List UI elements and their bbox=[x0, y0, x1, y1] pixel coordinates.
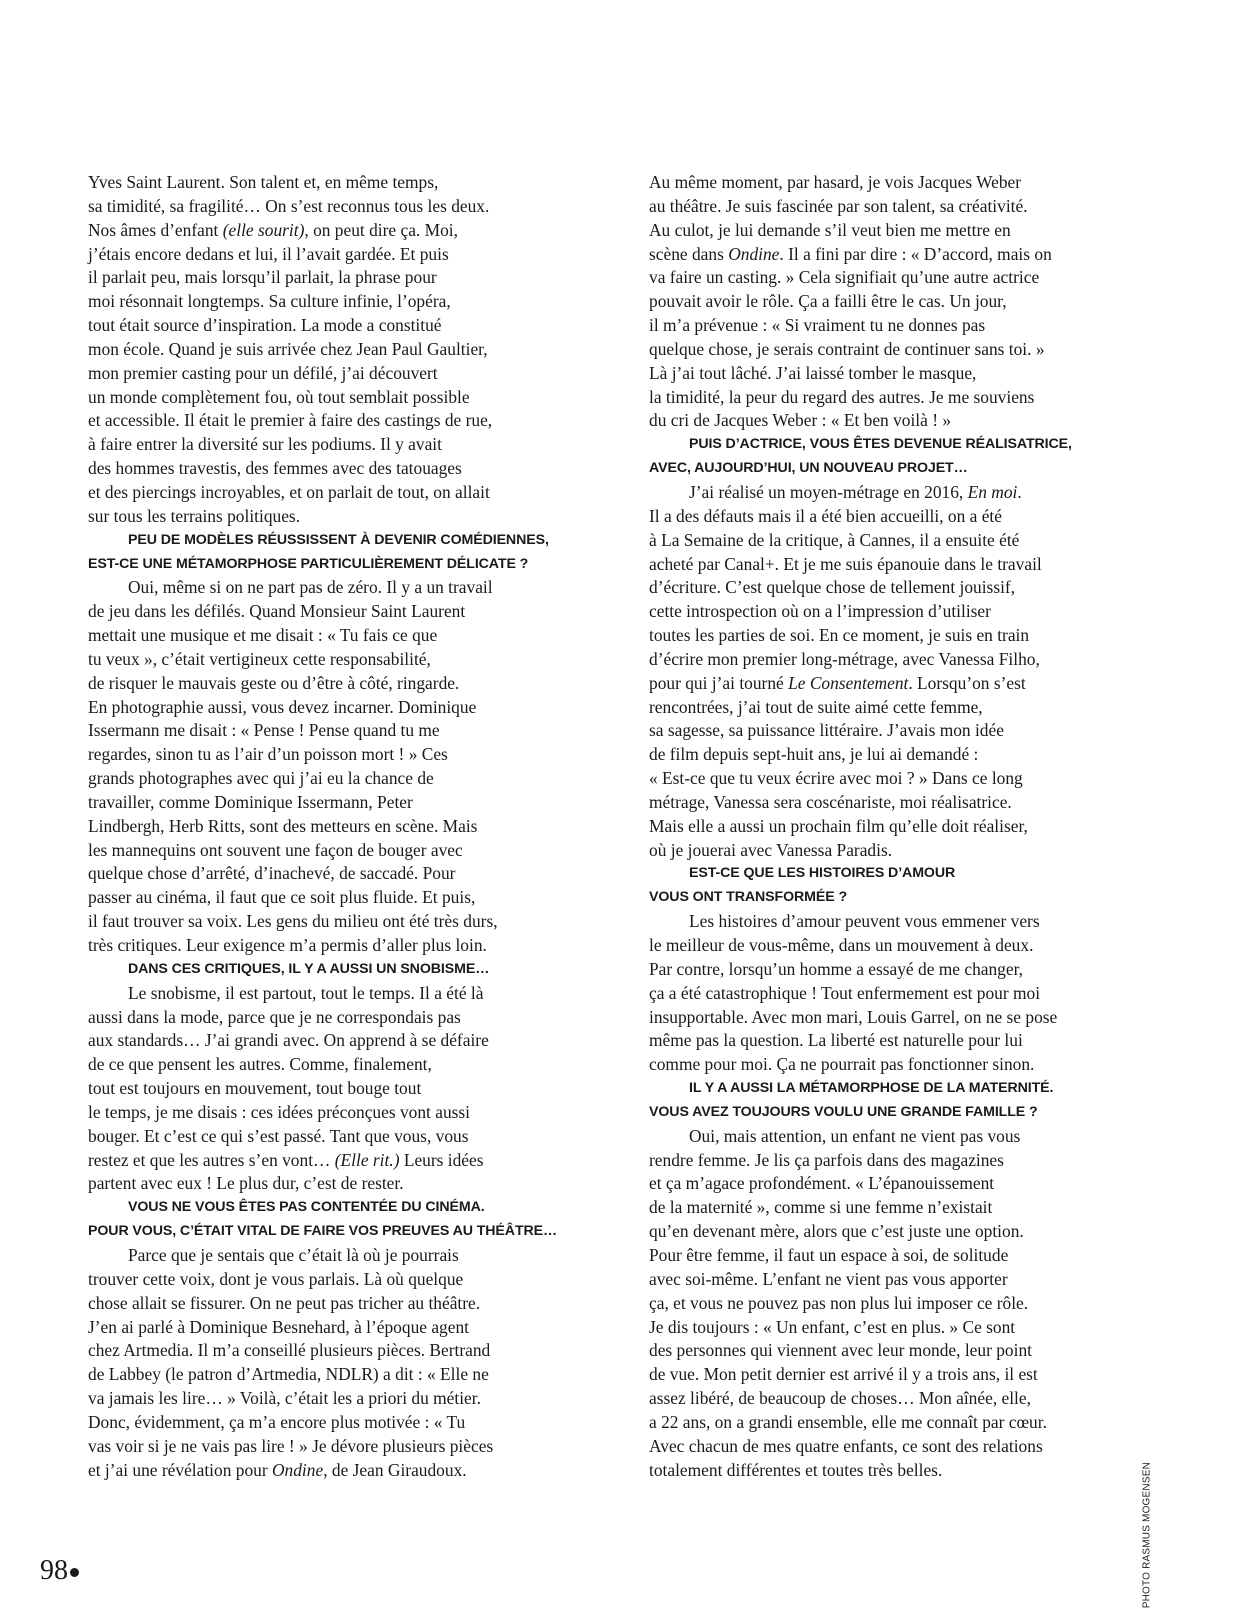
bullet-icon bbox=[70, 1568, 79, 1577]
text-segment: . bbox=[1017, 481, 1022, 502]
text-segment: travailler, comme Dominique Issermann, Peter bbox=[88, 791, 413, 812]
text-segment: va jamais les lire… » Voilà, c’était les a priori du métier. bbox=[88, 1388, 481, 1409]
article-text-line bbox=[649, 266, 1131, 290]
article-text-line bbox=[649, 1029, 1131, 1053]
article-text-line bbox=[88, 219, 570, 243]
article-text-line bbox=[649, 314, 1131, 338]
interview-question-line bbox=[649, 1101, 1131, 1125]
text-segment: Par contre, lorsqu’un homme a essayé de me changer, bbox=[649, 958, 1024, 979]
article-text-line bbox=[88, 982, 570, 1006]
text-segment: AVEC, AUJOURD’HUI, UN NOUVEAU PROJET… bbox=[649, 460, 968, 477]
text-segment: d’écriture. C’est quelque chose de tellement jouissif, bbox=[649, 577, 1016, 598]
text-segment: à faire entrer la diversité sur les podiums. Il y avait bbox=[88, 434, 442, 455]
text-segment: même pas la question. La liberté est naturelle pour lui bbox=[649, 1030, 1023, 1051]
text-segment: à La Semaine de la critique, à Cannes, il a ensuite été bbox=[649, 529, 1020, 550]
text-segment: chez Artmedia. Il m’a conseillé plusieurs pièces. Bertrand bbox=[88, 1340, 491, 1361]
article-text-line bbox=[88, 910, 570, 934]
text-segment: bouger. Et c’est ce qui s’est passé. Tant que vous, vous bbox=[88, 1125, 469, 1146]
article-text-line bbox=[88, 195, 570, 219]
article-text-line bbox=[88, 433, 570, 457]
article-text-line bbox=[649, 195, 1131, 219]
article-text-line bbox=[88, 886, 570, 910]
article-text-line bbox=[88, 600, 570, 624]
interview-question-line bbox=[88, 1220, 570, 1244]
interview-question-line bbox=[649, 886, 1131, 910]
text-segment: qu’en devenant mère, alors que c’est juste une option. bbox=[649, 1221, 1024, 1242]
text-segment: quelque chose, je serais contraint de continuer sans toi. » bbox=[649, 338, 1045, 359]
text-segment: insupportable. Avec mon mari, Louis Garrel, on ne se pose bbox=[649, 1006, 1058, 1027]
text-segment: VOUS ONT TRANSFORMÉE ? bbox=[649, 889, 848, 906]
text-segment: aux standards… J’ai grandi avec. On apprend à se défaire bbox=[88, 1030, 489, 1051]
article-text-line bbox=[88, 719, 570, 743]
italic-text: En moi bbox=[967, 481, 1018, 502]
article-text-line bbox=[649, 481, 1131, 505]
page-number bbox=[40, 1556, 79, 1586]
article-text-line bbox=[649, 338, 1131, 362]
text-segment: de la maternité », comme si une femme n’existait bbox=[649, 1197, 993, 1218]
article-text-line bbox=[88, 1006, 570, 1030]
article-text-line bbox=[88, 290, 570, 314]
article-text-line bbox=[649, 505, 1131, 529]
text-segment: Avec chacun de mes quatre enfants, ce sont des relations bbox=[649, 1435, 1043, 1456]
text-segment: sa sagesse, sa puissance littéraire. J’avais mon idée bbox=[649, 720, 1004, 741]
article-text-line bbox=[649, 1268, 1131, 1292]
text-segment: acheté par Canal+. Et je me suis épanouie dans le travail bbox=[649, 553, 1042, 574]
article-text-line bbox=[88, 1029, 570, 1053]
text-segment: Il a des défauts mais il a été bien accueilli, on a été bbox=[649, 505, 1002, 526]
text-segment: d’écrire mon premier long-métrage, avec Vanessa Filho, bbox=[649, 648, 1040, 669]
text-segment: cette introspection où on a l’impression d’utiliser bbox=[649, 601, 991, 622]
text-segment: de vue. Mon petit dernier est arrivé il y a trois ans, il est bbox=[649, 1364, 1038, 1385]
article-text-line bbox=[649, 839, 1131, 863]
article-text-line bbox=[88, 934, 570, 958]
article-text-line bbox=[88, 457, 570, 481]
interview-question-line bbox=[88, 529, 570, 553]
text-segment: de jeu dans les défilés. Quand Monsieur Saint Laurent bbox=[88, 601, 466, 622]
article-text-line bbox=[88, 1149, 570, 1173]
text-segment: Je dis toujours : « Un enfant, c’est en plus. » Ce sont bbox=[649, 1316, 1016, 1337]
italic-text: Ondine bbox=[271, 1459, 324, 1480]
article-text-line bbox=[649, 1172, 1131, 1196]
text-segment: PUIS D’ACTRICE, VOUS ÊTES DEVENUE RÉALISATRICE, bbox=[689, 436, 1072, 453]
text-segment: et accessible. Il était le premier à faire des castings de rue, bbox=[88, 410, 493, 431]
text-segment: comme pour moi. Ça ne pourrait pas fonctionner sinon. bbox=[649, 1054, 1035, 1075]
text-segment: moi résonnait longtemps. Sa culture infinie, l’opéra, bbox=[88, 291, 451, 312]
article-text-line bbox=[88, 1387, 570, 1411]
article-text-line bbox=[88, 1077, 570, 1101]
text-segment: VOUS NE VOUS ÊTES PAS CONTENTÉE DU CINÉMA. bbox=[128, 1199, 485, 1216]
article-text-line bbox=[88, 1125, 570, 1149]
text-segment: assez libéré, de beaucoup de choses… Mon aînée, elle, bbox=[649, 1388, 1031, 1409]
text-segment: rendre femme. Je lis ça parfois dans des magazines bbox=[649, 1149, 1004, 1170]
text-segment: des personnes qui viennent avec leur monde, leur point bbox=[649, 1340, 1032, 1361]
text-segment: Oui, mais attention, un enfant ne vient pas vous bbox=[689, 1125, 1021, 1146]
article-text-line bbox=[649, 290, 1131, 314]
article-text-line bbox=[88, 338, 570, 362]
article-text-line bbox=[649, 1125, 1131, 1149]
text-segment: Au culot, je lui demande s’il veut bien me mettre en bbox=[649, 219, 1011, 240]
article-text-line bbox=[649, 910, 1131, 934]
article-text-line bbox=[649, 529, 1131, 553]
text-segment: POUR VOUS, C’ÉTAIT VITAL DE FAIRE VOS PREUVES AU THÉÂTRE… bbox=[88, 1223, 558, 1240]
interview-question-line bbox=[88, 958, 570, 982]
text-segment: regardes, sinon tu as l’air d’un poisson mort ! » Ces bbox=[88, 744, 448, 765]
article-text-line bbox=[88, 576, 570, 600]
article-text-line bbox=[88, 672, 570, 696]
text-segment: de ce que pensent les autres. Comme, finalement, bbox=[88, 1054, 432, 1075]
photo-credit: PHOTO RASMUS MOGENSEN bbox=[1141, 1462, 1152, 1608]
article-text-line bbox=[649, 1459, 1131, 1483]
italic-text: Le Consentement bbox=[788, 672, 909, 693]
page-number-text: 98 bbox=[40, 1555, 68, 1586]
text-segment: de risquer le mauvais geste ou d’être à côté, ringarde. bbox=[88, 672, 460, 693]
text-segment: , on peut dire ça. Moi, bbox=[304, 219, 458, 240]
article-text-line bbox=[88, 1316, 570, 1340]
article-text-line bbox=[649, 219, 1131, 243]
text-segment: où je jouerai avec Vanessa Paradis. bbox=[649, 839, 893, 860]
text-segment: mon premier casting pour un défilé, j’ai découvert bbox=[88, 362, 438, 383]
text-segment: Le snobisme, il est partout, tout le temps. Il a été là bbox=[128, 982, 484, 1003]
article-text-line bbox=[649, 743, 1131, 767]
text-segment: pour qui j’ai tourné bbox=[649, 672, 789, 693]
text-segment: PEU DE MODÈLES RÉUSSISSENT À DEVENIR COMÉDIENNES, bbox=[128, 531, 549, 548]
article-text-line bbox=[649, 1244, 1131, 1268]
article-text-line bbox=[649, 386, 1131, 410]
text-segment: tout est toujours en mouvement, tout bouge tout bbox=[88, 1078, 422, 1099]
text-segment: mon école. Quand je suis arrivée chez Jean Paul Gaultier, bbox=[88, 338, 488, 359]
interview-question-line bbox=[649, 433, 1131, 457]
text-segment: Donc, évidemment, ça m’a encore plus motivée : « Tu bbox=[88, 1411, 466, 1432]
article-text-line bbox=[649, 600, 1131, 624]
text-segment: Au même moment, par hasard, je vois Jacques Weber bbox=[649, 172, 1022, 192]
article-text-line bbox=[649, 934, 1131, 958]
article-text-line bbox=[649, 958, 1131, 982]
text-segment: IL Y A AUSSI LA MÉTAMORPHOSE DE LA MATERNITÉ. bbox=[689, 1080, 1054, 1097]
interview-question-line bbox=[649, 1077, 1131, 1101]
text-segment: Leurs idées bbox=[399, 1149, 484, 1170]
article-text-line bbox=[88, 481, 570, 505]
text-segment: pouvait avoir le rôle. Ça a failli être le cas. Un jour, bbox=[649, 291, 1007, 312]
text-segment: il m’a prévenue : « Si vraiment tu ne donnes pas bbox=[649, 315, 986, 336]
article-text-line bbox=[88, 1459, 570, 1483]
article-text-line bbox=[649, 1316, 1131, 1340]
text-segment: Issermann me disait : « Pense ! Pense quand tu me bbox=[88, 720, 440, 741]
text-segment: . Lorsqu’on s’est bbox=[908, 672, 1026, 693]
text-segment: de film depuis sept-huit ans, je lui ai demandé : bbox=[649, 744, 979, 765]
text-segment: toutes les parties de soi. En ce moment, je suis en train bbox=[649, 625, 1030, 646]
text-segment: quelque chose d’arrêté, d’inachevé, de saccadé. Pour bbox=[88, 863, 456, 884]
italic-text: (elle sourit) bbox=[222, 219, 305, 240]
article-text-line bbox=[649, 1220, 1131, 1244]
article-text-line bbox=[88, 1339, 570, 1363]
article-text-line bbox=[88, 696, 570, 720]
text-segment: En photographie aussi, vous devez incarner. Dominique bbox=[88, 696, 477, 717]
article-text-line bbox=[649, 1363, 1131, 1387]
article-text-line bbox=[88, 1435, 570, 1459]
article-text-line bbox=[649, 1387, 1131, 1411]
article-text-line bbox=[88, 1244, 570, 1268]
text-segment: Yves Saint Laurent. Son talent et, en même temps, bbox=[88, 172, 439, 192]
article-text-line bbox=[649, 1006, 1131, 1030]
text-segment: très critiques. Leur exigence m’a permis d’aller plus loin. bbox=[88, 935, 487, 955]
text-segment: chose allait se fissurer. On ne peut pas tricher au théâtre. bbox=[88, 1292, 481, 1313]
text-segment: sa timidité, sa fragilité… On s’est reconnus tous les deux. bbox=[88, 195, 490, 216]
italic-text: (Elle rit.) bbox=[334, 1149, 400, 1170]
text-segment: tu veux », c’était vertigineux cette responsabilité, bbox=[88, 648, 431, 669]
article-text-line bbox=[88, 505, 570, 529]
text-segment: VOUS AVEZ TOUJOURS VOULU UNE GRANDE FAMILLE ? bbox=[649, 1103, 1038, 1120]
text-segment: Oui, même si on ne part pas de zéro. Il y a un travail bbox=[128, 577, 493, 598]
text-segment: Nos âmes d’enfant bbox=[88, 219, 223, 240]
text-segment: trouver cette voix, dont je vous parlais. Là où quelque bbox=[88, 1268, 464, 1289]
text-segment: et des piercings incroyables, et on parlait de tout, on allait bbox=[88, 481, 490, 502]
article-text-line bbox=[649, 815, 1131, 839]
article-text-line bbox=[649, 1411, 1131, 1435]
article-text-line bbox=[649, 1435, 1131, 1459]
text-segment: au théâtre. Je suis fascinée par son talent, sa créativité. bbox=[649, 195, 1028, 216]
article-text-line bbox=[88, 1101, 570, 1125]
text-segment: ça a été catastrophique ! Tout enfermement est pour moi bbox=[649, 982, 1041, 1003]
article-text-line bbox=[88, 839, 570, 863]
text-segment: EST-CE UNE MÉTAMORPHOSE PARTICULIÈREMENT DÉLICATE ? bbox=[88, 555, 529, 572]
text-segment: le temps, je me disais : ces idées préconçues vont aussi bbox=[88, 1101, 471, 1122]
text-segment: et j’ai une révélation pour bbox=[88, 1459, 272, 1480]
text-segment: un monde complètement fou, où tout semblait possible bbox=[88, 386, 470, 407]
article-text-line bbox=[649, 553, 1131, 577]
text-segment: J’ai réalisé un moyen-métrage en 2016, bbox=[689, 481, 968, 502]
article-text-line bbox=[649, 672, 1131, 696]
text-segment: partent avec eux ! Le plus dur, c’est de rester. bbox=[88, 1173, 404, 1194]
text-segment: EST-CE QUE LES HISTOIRES D’AMOUR bbox=[689, 865, 956, 882]
article-text-line bbox=[88, 1268, 570, 1292]
text-segment: , de Jean Giraudoux. bbox=[323, 1459, 467, 1480]
article-text-line bbox=[88, 386, 570, 410]
text-segment: vas voir si je ne vais pas lire ! » Je dévore plusieurs pièces bbox=[88, 1435, 494, 1456]
article-column-left bbox=[88, 171, 570, 1482]
article-text-line bbox=[88, 1363, 570, 1387]
interview-question-line bbox=[649, 862, 1131, 886]
text-segment: « Est-ce que tu veux écrire avec moi ? » Dans ce long bbox=[649, 768, 1023, 789]
text-segment: Là j’ai tout lâché. J’ai laissé tomber le masque, bbox=[649, 362, 977, 383]
article-text-line bbox=[88, 862, 570, 886]
article-text-line bbox=[88, 767, 570, 791]
article-text-line bbox=[88, 791, 570, 815]
text-segment: Mais elle a aussi un prochain film qu’elle doit réaliser, bbox=[649, 815, 1028, 836]
text-segment: totalement différentes et toutes très belles. bbox=[649, 1459, 943, 1480]
interview-question-line bbox=[649, 457, 1131, 481]
article-text-line bbox=[649, 243, 1131, 267]
text-segment: de Labbey (le patron d’Artmedia, NDLR) a dit : « Elle ne bbox=[88, 1364, 489, 1385]
text-segment: la timidité, la peur du regard des autres. Je me souviens bbox=[649, 386, 1035, 407]
article-text-line bbox=[649, 648, 1131, 672]
text-segment: j’étais encore dedans et lui, il l’avait gardée. Et puis bbox=[88, 243, 449, 264]
text-segment: tout était source d’inspiration. La mode a constitué bbox=[88, 315, 442, 336]
article-text-line bbox=[649, 409, 1131, 433]
text-segment: le meilleur de vous-même, dans un mouvement à deux. bbox=[649, 935, 1034, 955]
text-segment: . Il a fini par dire : « D’accord, mais on bbox=[779, 243, 1052, 264]
article-column-right bbox=[649, 171, 1131, 1482]
text-segment: aussi dans la mode, parce que je ne correspondais pas bbox=[88, 1006, 461, 1027]
text-segment: J’en ai parlé à Dominique Besnehard, à l’époque agent bbox=[88, 1316, 469, 1337]
article-text-line bbox=[88, 1053, 570, 1077]
article-text-line bbox=[649, 171, 1131, 195]
article-text-line bbox=[88, 1411, 570, 1435]
text-segment: va faire un casting. » Cela signifiait qu’une autre actrice bbox=[649, 267, 1040, 288]
text-segment: Parce que je sentais que c’était là où je pourrais bbox=[128, 1244, 459, 1265]
article-text-line bbox=[649, 696, 1131, 720]
article-text-line bbox=[88, 624, 570, 648]
article-text-line bbox=[649, 719, 1131, 743]
text-segment: scène dans bbox=[649, 243, 729, 264]
text-segment: a 22 ans, on a grandi ensemble, elle me connaît par cœur. bbox=[649, 1411, 1047, 1432]
interview-question-line bbox=[88, 1196, 570, 1220]
article-text-line bbox=[88, 648, 570, 672]
article-text-line bbox=[88, 171, 570, 195]
article-text-line bbox=[649, 1053, 1131, 1077]
text-segment: Lindbergh, Herb Ritts, sont des metteurs en scène. Mais bbox=[88, 815, 478, 836]
italic-text: Ondine bbox=[728, 243, 780, 264]
article-text-line bbox=[649, 624, 1131, 648]
article-text-line bbox=[649, 1339, 1131, 1363]
text-segment: grands photographes avec qui j’ai eu la chance de bbox=[88, 768, 434, 789]
text-segment: et ça m’agace profondément. « L’épanouissement bbox=[649, 1173, 995, 1194]
text-segment: passer au cinéma, il faut que ce soit plus fluide. Et puis, bbox=[88, 887, 476, 908]
text-segment: restez et que les autres s’en vont… bbox=[88, 1149, 335, 1170]
article-text-line bbox=[88, 1292, 570, 1316]
article-text-line bbox=[649, 1292, 1131, 1316]
article-text-line bbox=[88, 743, 570, 767]
text-segment: il faut trouver sa voix. Les gens du milieu ont été très durs, bbox=[88, 911, 498, 932]
article-text-line bbox=[88, 362, 570, 386]
text-segment: les mannequins ont souvent une façon de bouger avec bbox=[88, 839, 463, 860]
article-text-line bbox=[88, 243, 570, 267]
article-text-line bbox=[88, 409, 570, 433]
text-segment: du cri de Jacques Weber : « Et ben voilà ! » bbox=[649, 410, 952, 431]
article-text-line bbox=[649, 982, 1131, 1006]
article-text-line bbox=[88, 815, 570, 839]
text-segment: des hommes travestis, des femmes avec des tatouages bbox=[88, 458, 462, 479]
text-segment: mettait une musique et me disait : « Tu fais ce que bbox=[88, 625, 438, 646]
text-segment: métrage, Vanessa sera coscénariste, moi réalisatrice. bbox=[649, 791, 1012, 812]
text-segment: il parlait peu, mais lorsqu’il parlait, la phrase pour bbox=[88, 267, 437, 288]
text-segment: rencontrées, j’ai tout de suite aimé cette femme, bbox=[649, 696, 983, 717]
text-segment: avec soi-même. L’enfant ne vient pas vous apporter bbox=[649, 1268, 1008, 1289]
text-segment: Pour être femme, il faut un espace à soi, de solitude bbox=[649, 1244, 1009, 1265]
text-segment: Les histoires d’amour peuvent vous emmener vers bbox=[689, 911, 1040, 932]
article-text-line bbox=[649, 362, 1131, 386]
article-text-line bbox=[88, 314, 570, 338]
article-text-line bbox=[88, 266, 570, 290]
text-segment: sur tous les terrains politiques. bbox=[88, 505, 301, 526]
article-text-line bbox=[649, 767, 1131, 791]
article-text-line bbox=[649, 576, 1131, 600]
article-text-line bbox=[649, 1196, 1131, 1220]
article-text-line bbox=[649, 1149, 1131, 1173]
interview-question-line bbox=[88, 553, 570, 577]
article-text-line bbox=[88, 1172, 570, 1196]
text-segment: ça, et vous ne pouvez pas non plus lui imposer ce rôle. bbox=[649, 1292, 1029, 1313]
article-text-line bbox=[649, 791, 1131, 815]
text-segment: DANS CES CRITIQUES, IL Y A AUSSI UN SNOBISME… bbox=[128, 960, 490, 977]
